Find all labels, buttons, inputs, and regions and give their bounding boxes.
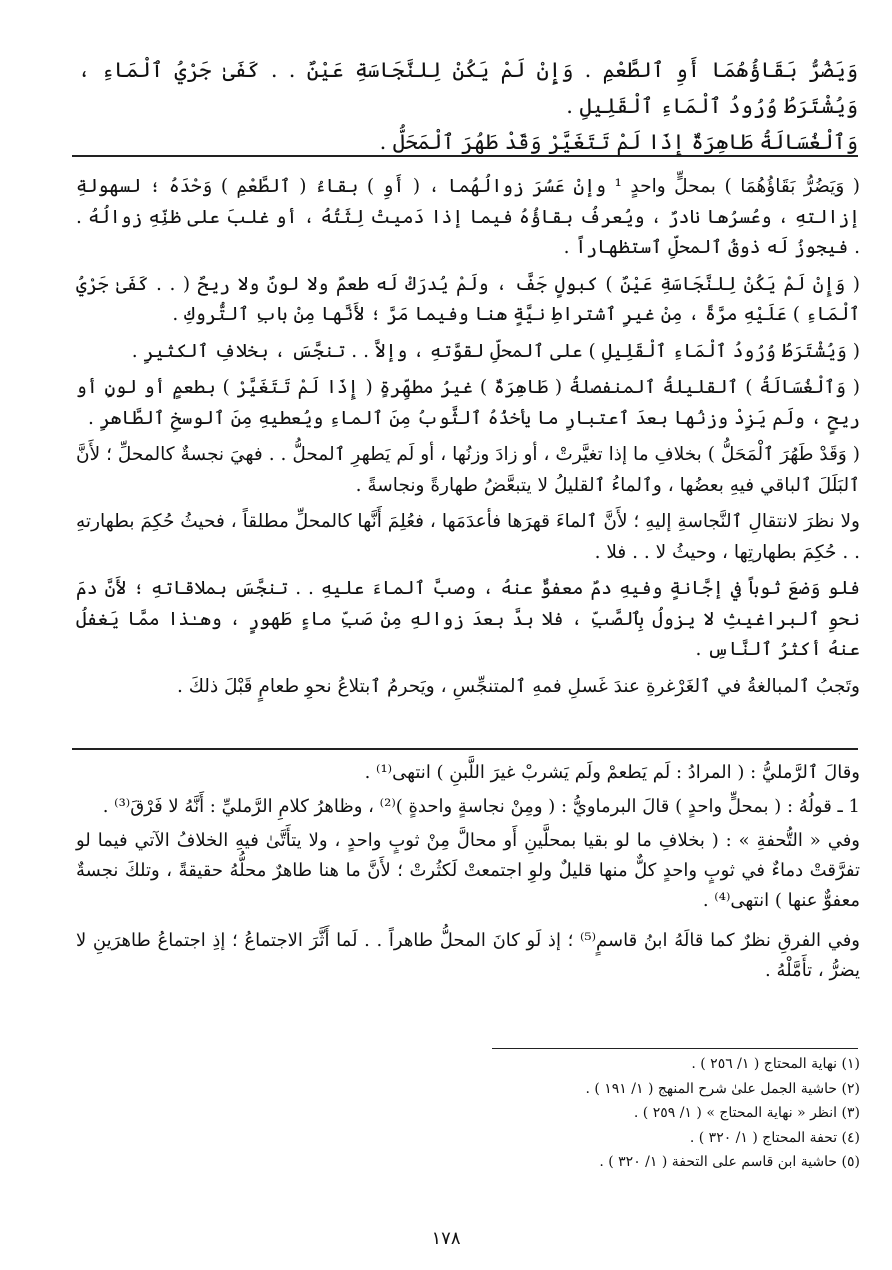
footnote-item: (٣) انظر « نهاية المحتاج » ( ١/ ٢٥٩ ) . <box>633 1105 860 1121</box>
commentary-paragraph: ( وَيُشْتَرَطُ وُرُودُ ٱلْمَاءِ ٱلْقَلِيلِ ) على ٱلمحلِّ لقوَّتهِ ، وإلاَّ . . تنجَّسَ ، بخلافِ ٱلكثيرِ . <box>131 340 860 362</box>
footnote-item: (٤) تحفة المحتاج ( ١/ ٣٢٠ ) . <box>689 1129 860 1146</box>
footnote-divider <box>492 1048 858 1049</box>
commentary-paragraph: وتَجبُ ٱلمبالغةُ في ٱلغَرْغرةِ عندَ غَسلِ فمهِ ٱلمتنجِّسِ ، ويَحرمُ ٱبتلاعُ نحوِ طعامٍ قَبْلَ ذلكَ . <box>176 675 860 697</box>
commentary-paragraph: ( وَيَضُرُّ بَقَاؤُهُمَا ) بمحلٍّ واحدٍ ¹ وإنْ عَسُرَ زوالُهُما ، ( أَوِ ) بقاءُ ( ٱلطَّعْمِ ) وَحْدَهُ ؛ لسهولةِ إزالتهِ ، وعُسرُها نادرٌ ، ويُعرفُ بقاؤُهُ فيما إذا دَميتْ لِثَتُهُ ، أو غلبَ على ظنِّهِ زوالُهُ . . فيجوزُ لَه ذوقُ ٱلمحلِّ ٱستظهاراً . <box>76 176 860 258</box>
gloss-paragraph: 1 ـ قولُهُ : ( بمحلٍّ واحدٍ ) قالَ البرماويُّ : ( ومِنْ نجاسةٍ واحدةٍ )⁽²⁾ ، وظاهرُ كلامِ الرَّمليِّ : أَنَّهُ لا فَرْقَ⁽³⁾ . <box>102 796 860 817</box>
page-number: ١٧٨ <box>431 1228 461 1249</box>
gloss-block <box>76 758 860 990</box>
commentary-paragraph: فلو وَضعَ ثوباً في إجَّانةٍ وفيهِ دمٌ معفوٌّ عنهُ ، وصبَّ ٱلماءَ عليهِ . . تنجَّسَ بملاقاتهِ ؛ لأَنَّ دمَ نحوِ ٱلبراغيثِ لا يزولُ بِٱلصَّبِّ ، فلا بدَّ بعدَ زوالهِ مِنْ صَبِّ ماءٍ طَهورٍ ، وهـٰذا ممَّا يَغفلُ عنهُ أكثرُ ٱلنَّاسِ . <box>76 578 860 660</box>
main-text-line-2: وَٱلْغُسَالَةُ طَاهِرَةٌ إِذَا لَمْ تَتَغَيَّرْ وَقَدْ طَهُرَ ٱلْمَحَلُّ . <box>379 130 858 154</box>
commentary-paragraph: ( وَإِنْ لَمْ يَكُنْ لِلنَّجَاسَةِ عَيْنٌ ) كبولٍ جَفَّ ، ولَمْ يُدرَكْ لَه طعمٌ ولا لونٌ ولا ريحٌ ( . . كَفَىٰ جَرْيُ ٱلْمَاءِ ) عَلَيْهِ مرَّةً ، مِنْ غيرِ ٱشتراطِ نيَّةٍ هنا وفيما مَرَّ ؛ لأَنَّها مِنْ بابِ ٱلتُّروكِ . <box>76 273 860 325</box>
footnote-item: (٥) حاشية ابن قاسم على التحفة ( ١/ ٣٢٠ ) . <box>599 1154 860 1170</box>
footnote-item: (١) نهاية المحتاج ( ١/ ٢٥٦ ) . <box>691 1056 860 1072</box>
commentary-paragraph: ( وَقَدْ طَهُرَ ٱلْمَحَلُّ ) بخلافِ ما إذا تغيَّرتْ ، أو زادَ وزنُها ، أو لَم يَطهرِ ٱلمحلُّ . . فهيَ نجسةٌ كالمحلِّ ؛ لأَنَّ ٱلبَلَلَ ٱلباقي فيهِ بعضُها ، وٱلماءُ ٱلقليلُ لا يتبعَّضُ طهارةً ونجاسةً . <box>76 444 860 496</box>
main-text-block <box>78 52 858 160</box>
main-text-line-1: وَيَضُرُّ بَقَاؤُهُمَا أَوِ ٱلطَّعْمِ . وَإِنْ لَمْ يَكُنْ لِلنَّجَاسَةِ عَيْنٌ . . كَفَىٰ جَرْيُ ٱلْمَاءِ ، وَيُشْتَرَطُ وُرُودُ ٱلْمَاءِ ٱلْقَلِيلِ . <box>78 58 858 118</box>
footnotes-list <box>200 1052 860 1175</box>
commentary-block <box>76 172 860 708</box>
gloss-paragraph: وقالَ ٱلرَّمليُّ : ( المرادُ : لَم يَطعمْ ولَم يَشربْ غيرَ اللَّبنِ ) انتهى⁽¹⁾ . <box>364 762 860 783</box>
gloss-divider <box>72 748 858 750</box>
main-text-divider <box>72 155 858 157</box>
commentary-paragraph: ولا نظرَ لانتقالِ ٱلنَّجاسةِ إليهِ ؛ لأَنَّ ٱلماءَ قهرَها فأعدَمَها ، فعُلِمَ أَنَّها كالمحلِّ مطلقاً ، فحيثُ حُكِمَ بطهارتهِ . . حُكِمَ بطهارتِها ، وحيثُ لا . . فلا . <box>76 511 860 563</box>
gloss-paragraph: وفي « التُّحفةِ » : ( بخلافِ ما لو بقيا بمحلَّينِ أَو محالَّ مِنْ ثوبٍ واحدٍ ، ولا يتأَتَّىٰ فيهِ الخلافُ الآتي فيما لو تفرَّقتْ دماءٌ في ثوبٍ واحدٍ كلٌّ منها قليلٌ ولوِ اجتمعتْ لَكثُرتْ ؛ لأَنَّ ما هنا طاهرٌ محلُّهُ حقيقةً ، وتلكَ نجسةٌ معفوٌّ عنها ) انتهى⁽⁴⁾ . <box>76 830 861 911</box>
gloss-paragraph: وفي الفرقِ نظرٌ كما قالَهُ ابنُ قاسمٍ⁽⁵⁾ ؛ إذ لَو كانَ المحلُّ طاهراً . . لَما أَثَّرَ الاجتماعُ ؛ إذِ اجتماعُ طاهرَينِ لا يضرُّ ، تأَمَّلْهُ . <box>76 930 861 981</box>
footnote-item: (٢) حاشية الجمل علىٰ شرح المنهج ( ١/ ١٩١ ) . <box>585 1080 860 1097</box>
commentary-paragraph: ( وَٱلْغُسَالَةُ ) ٱلقليلةُ ٱلمنفصلةُ ( طَاهِرَةٌ ) غيرُ مطهِّرةٍ ( إِذَا لَمْ تَتَغَيَّرْ ) بطعمٍ أو لونٍ أو ريحٍ ، ولَم يَزِدْ وزنُها بعدَ ٱعتبارِ ما يأخذُهُ ٱلثَّوبُ مِنَ ٱلماءِ ويُعطيهِ مِنَ ٱلوسخِ ٱلطَّاهرِ . <box>76 377 860 429</box>
